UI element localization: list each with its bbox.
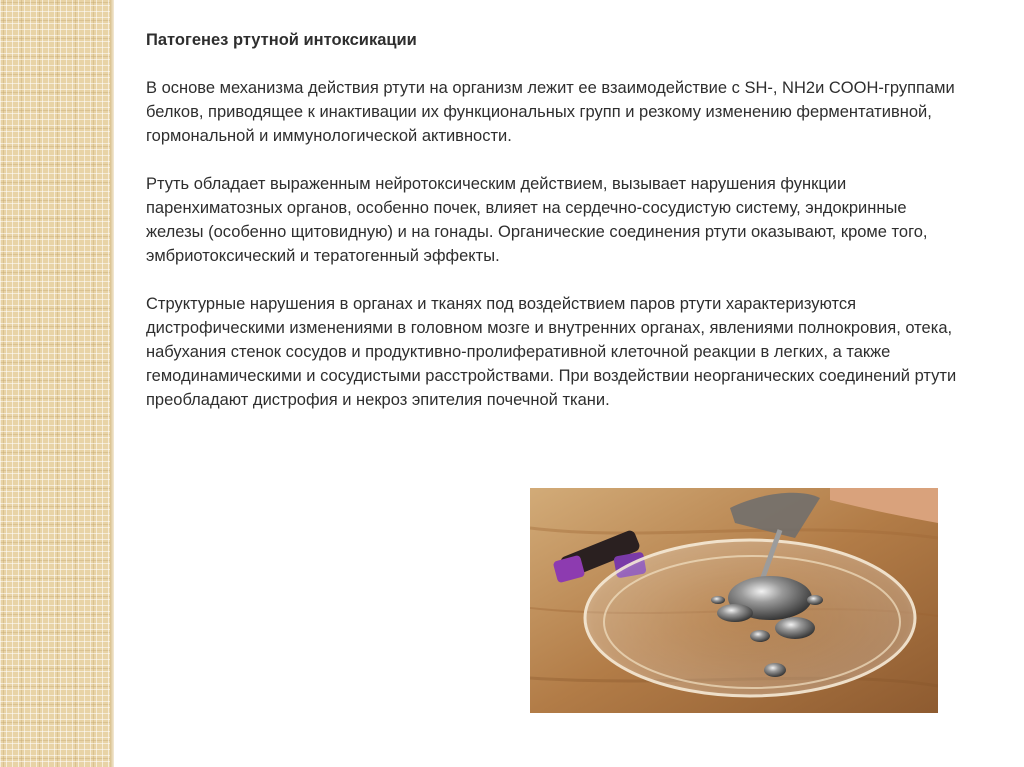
paragraph-neurotoxicity: Ртуть обладает выраженным нейротоксическим действием, вызывает нарушения функции паренхиматозных органов, особенно почек, влияет на сердечно-сосудистую систему, эндокринные железы (особенно щитовидную) и на гонады. Органические соединения ртути оказывают, кроме того, эмбриотоксический и тератогенный эффекты. <box>146 175 928 265</box>
side-pattern-edge <box>110 0 114 767</box>
slide-title: Патогенез ртутной интоксикации <box>146 31 417 49</box>
paragraph-structural-changes: Структурные нарушения в органах и тканях под воздействием паров ртути характеризуются дистрофическими изменениями в головном мозге и внутренних органах, явлениями полнокровия, отека, набухания стенок сосудов и продуктивно-пролиферативной клеточной реакции в легких, а также гемодинамическими и сосудистыми расстройствами. При воздействии неорганических соединений ртути преобладают дистрофия и некроз эпителия почечной ткани. <box>146 295 957 409</box>
mercury-petri-dish-photo <box>530 488 938 713</box>
decorative-side-pattern <box>0 0 112 767</box>
slide-content <box>146 28 966 436</box>
paragraph-mechanism: В основе механизма действия ртути на организм лежит ее взаимодействие с SH-, NH2и COOH-группами белков, приводящее к инактивации их функциональных групп и резкому изменению ферментативной, гормональной и иммунологической активности. <box>146 79 955 145</box>
photo-illustration <box>530 488 938 713</box>
